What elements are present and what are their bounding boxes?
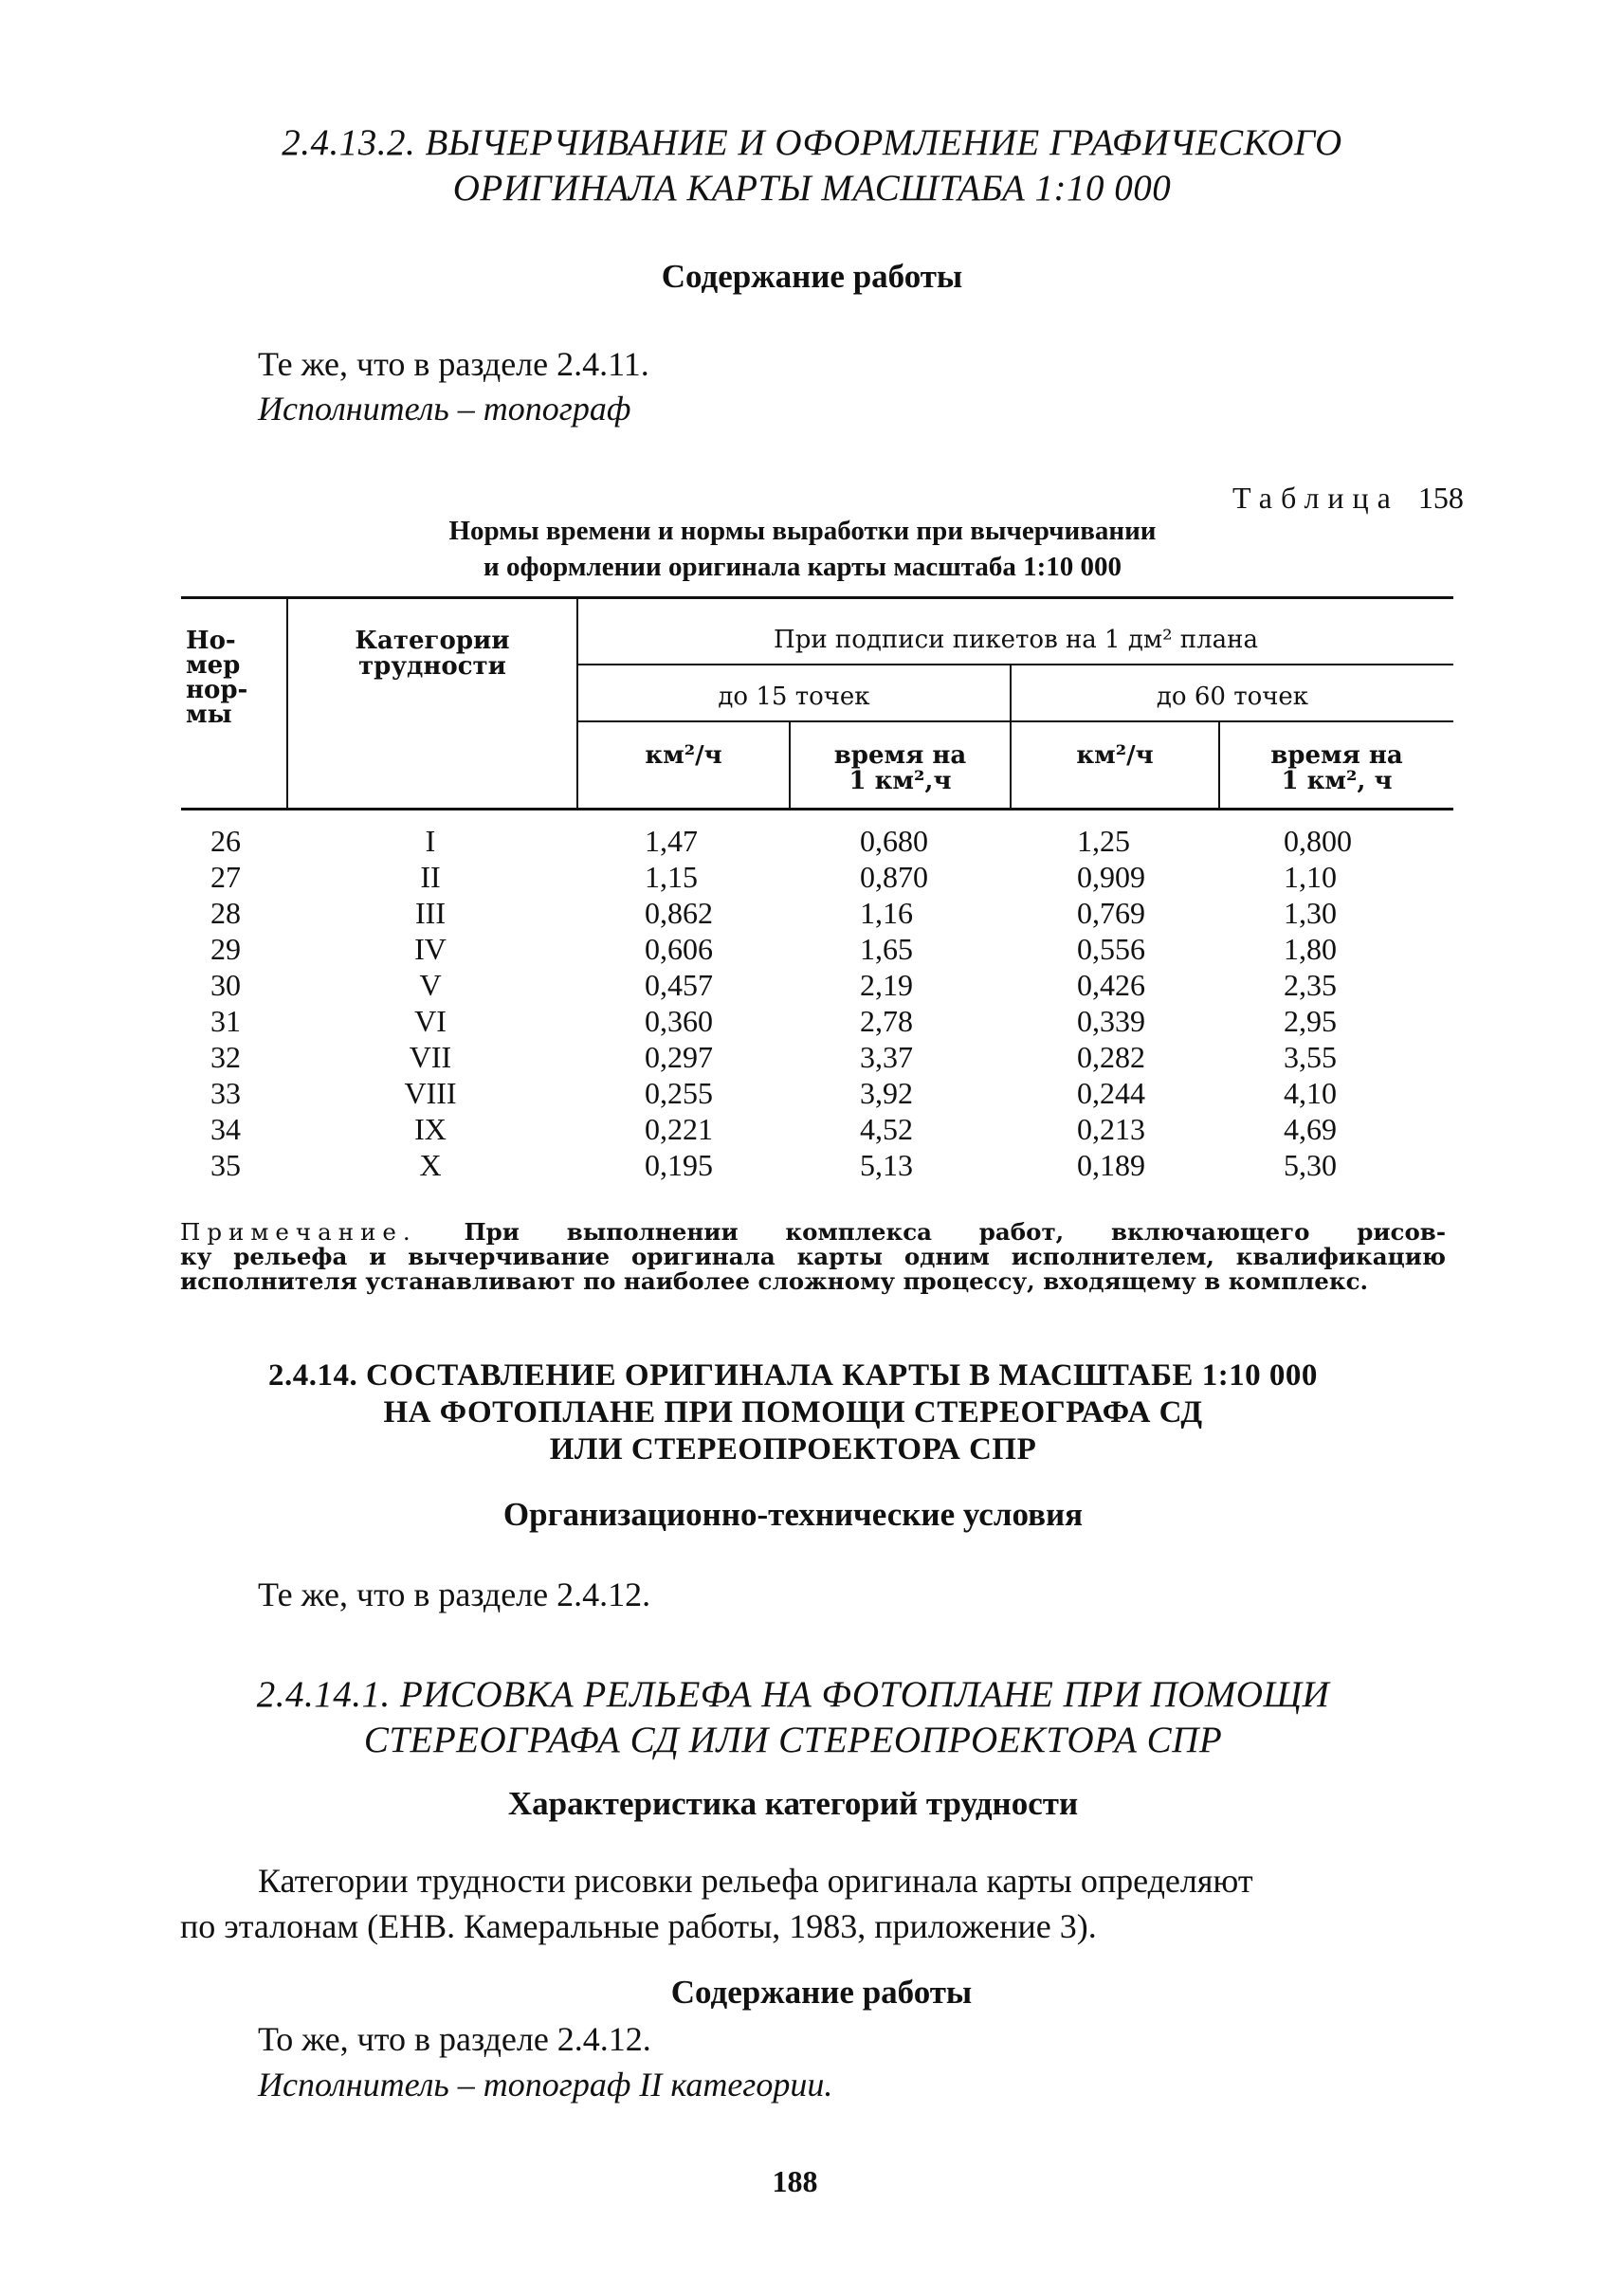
table-cell: VI — [414, 1004, 447, 1038]
header-km2-per-hour-15: км²/ч — [645, 741, 722, 770]
table-cell: 29 — [210, 932, 241, 966]
subheading-org-tech-conditions: Организационно-технические условия — [502, 1496, 1084, 1533]
table-cell: 2,95 — [1284, 1004, 1337, 1038]
column-time-15 — [860, 823, 928, 1183]
table-cell: 0,297 — [645, 1040, 713, 1074]
table-cell: 0,556 — [1077, 932, 1145, 966]
column-km2h-15 — [645, 823, 713, 1183]
table-cell: III — [415, 896, 446, 930]
header-group-pickets: При подписи пикетов на 1 дм² плана — [774, 626, 1258, 654]
table-cell: 0,360 — [645, 1004, 713, 1038]
table-cell: 0,680 — [860, 824, 928, 858]
header-category: Категории трудности — [355, 627, 510, 681]
table-cell: 33 — [210, 1076, 241, 1110]
table-cell: 34 — [210, 1112, 241, 1146]
table-cell: 0,862 — [645, 896, 713, 930]
executor-text: Исполнитель – топограф — [258, 390, 631, 428]
column-categories — [383, 823, 478, 1183]
table-note-line1: Примечание. При выполнении комплекса работ, включающего рисов- — [180, 1218, 1447, 1246]
table-cell: 1,30 — [1284, 896, 1337, 930]
column-time-60 — [1284, 823, 1352, 1183]
table-cell: 1,15 — [645, 860, 698, 894]
page-number: 188 — [772, 2164, 818, 2198]
table-header-rule — [181, 808, 1453, 811]
table-note-line3: исполнителя устанавливают по наиболее сложному процессу, входящему в комплекс. — [180, 1267, 1369, 1295]
header-time-per-km2-60: время на 1 км², ч — [1270, 741, 1403, 795]
table-cell: 0,195 — [645, 1148, 713, 1182]
table-rule-sub — [576, 720, 1453, 722]
table-cell: IV — [414, 932, 447, 966]
table-cell: 0,255 — [645, 1076, 713, 1110]
table-cell: 0,909 — [1077, 860, 1145, 894]
table-top-rule — [181, 596, 1453, 599]
section-title-2-4-14-line2: НА ФОТОПЛАНЕ ПРИ ПОМОЩИ СТЕРЕОГРАФА СД — [383, 1395, 1203, 1430]
table-cell: 1,47 — [645, 824, 698, 858]
table-cell: 30 — [210, 968, 241, 1002]
table-cell: 0,213 — [1077, 1112, 1145, 1146]
header-time-per-km2-15: время на 1 км²,ч — [833, 741, 967, 795]
subheading-work-content: Содержание работы — [661, 258, 963, 295]
table-cell: 4,69 — [1284, 1112, 1337, 1146]
table-cell: VIII — [404, 1076, 457, 1110]
table-cell: 4,10 — [1284, 1076, 1337, 1110]
executor-text-2: Исполнитель – топограф II категории. — [258, 2066, 833, 2104]
table-caption-line1: Нормы времени и нормы выработки при вычерчивании — [448, 516, 1157, 546]
table-cell: 1,10 — [1284, 860, 1337, 894]
paragraph-line2: по эталонам (ЕНВ. Камеральные работы, 1983, приложение 3). — [180, 1907, 1097, 1945]
table-cell: 0,769 — [1077, 896, 1145, 930]
header-up-to-15: до 15 точек — [718, 683, 870, 711]
table-cell: IX — [414, 1112, 447, 1146]
table-cell: 0,189 — [1077, 1148, 1145, 1182]
table-note-line2: ку рельефа и вычерчивание оригинала карты одним исполнителем, квалификацию — [180, 1243, 1446, 1270]
table-cell: 0,457 — [645, 968, 713, 1002]
table-label: Таблица 158 — [1232, 481, 1464, 515]
table-cell: 0,800 — [1284, 824, 1352, 858]
subheading-work-content-2: Содержание работы — [670, 1974, 973, 2011]
table-cell: 0,426 — [1077, 968, 1145, 1002]
table-cell: X — [419, 1148, 442, 1182]
table-cell: 26 — [210, 824, 241, 858]
column-km2h-60 — [1077, 823, 1145, 1183]
table-cell: 35 — [210, 1148, 241, 1182]
paragraph-line1: Категории трудности рисовки рельефа оригинала карты определяют — [258, 1862, 1253, 1900]
table-cell: 2,35 — [1284, 968, 1337, 1002]
table-cell: 3,92 — [860, 1076, 913, 1110]
table-cell: 0,339 — [1077, 1004, 1145, 1038]
table-caption-line2: и оформлении оригинала карты масштаба 1:10 000 — [483, 552, 1122, 582]
section-title-2-4-14-line3: ИЛИ СТЕРЕОПРОЕКТОРА СПР — [549, 1432, 1037, 1466]
table-cell: 32 — [210, 1040, 241, 1074]
table-cell: 0,282 — [1077, 1040, 1145, 1074]
body-text-2-4-14: Те же, что в разделе 2.4.12. — [258, 1576, 651, 1613]
column-norm-numbers — [210, 823, 258, 1183]
table-cell: 1,25 — [1077, 824, 1130, 858]
table-cell: I — [425, 824, 436, 858]
table-cell: 5,13 — [860, 1148, 913, 1182]
table-cell: 0,870 — [860, 860, 928, 894]
body-text: Те же, что в разделе 2.4.11. — [258, 345, 649, 383]
table-cell: 1,80 — [1284, 932, 1337, 966]
table-cell: 31 — [210, 1004, 241, 1038]
table-cell: 2,19 — [860, 968, 913, 1002]
section-title-2-4-14-1-line2: СТЕРЕОГРАФА СД ИЛИ СТЕРЕОПРОЕКТОРА СПР — [363, 1720, 1223, 1760]
table-cell: 3,37 — [860, 1040, 913, 1074]
table-cell: 0,221 — [645, 1112, 713, 1146]
table-cell: 28 — [210, 896, 241, 930]
body-text-2-4-14-1: То же, что в разделе 2.4.12. — [258, 2020, 651, 2058]
header-norm-number: Но- мер нор- мы — [186, 627, 248, 729]
subheading-difficulty-categories: Характеристика категорий трудности — [507, 1785, 1079, 1822]
table-cell: 4,52 — [860, 1112, 913, 1146]
section-title-2-4-14-1-line1: 2.4.14.1. РИСОВКА РЕЛЬЕФА НА ФОТОПЛАНЕ ПРИ ПОМОЩИ — [256, 1674, 1330, 1715]
table-cell: 3,55 — [1284, 1040, 1337, 1074]
table-rule-group — [576, 664, 1453, 665]
note-label: Примечание. — [180, 1218, 417, 1246]
table-cell: 5,30 — [1284, 1148, 1337, 1182]
table-cell: 1,65 — [860, 932, 913, 966]
section-title-2-4-13-2-line2: ОРИГИНАЛА КАРТЫ МАСШТАБА 1:10 000 — [452, 168, 1172, 209]
table-cell: 0,606 — [645, 932, 713, 966]
table-cell: 27 — [210, 860, 241, 894]
table-cell: II — [420, 860, 441, 894]
header-up-to-60: до 60 точек — [1156, 683, 1309, 711]
table-cell: V — [419, 968, 442, 1002]
table-cell: 2,78 — [860, 1004, 913, 1038]
section-title-2-4-14-line1: 2.4.14. СОСТАВЛЕНИЕ ОРИГИНАЛА КАРТЫ В МАСШТАБЕ 1:10 000 — [268, 1358, 1318, 1393]
table-cell: VII — [409, 1040, 452, 1074]
header-km2-per-hour-60: км²/ч — [1076, 741, 1154, 770]
section-title-2-4-13-2-line1: 2.4.13.2. ВЫЧЕРЧИВАНИЕ И ОФОРМЛЕНИЕ ГРАФИЧЕСКОГО — [282, 122, 1342, 163]
table-cell: 1,16 — [860, 896, 913, 930]
table-cell: 0,244 — [1077, 1076, 1145, 1110]
